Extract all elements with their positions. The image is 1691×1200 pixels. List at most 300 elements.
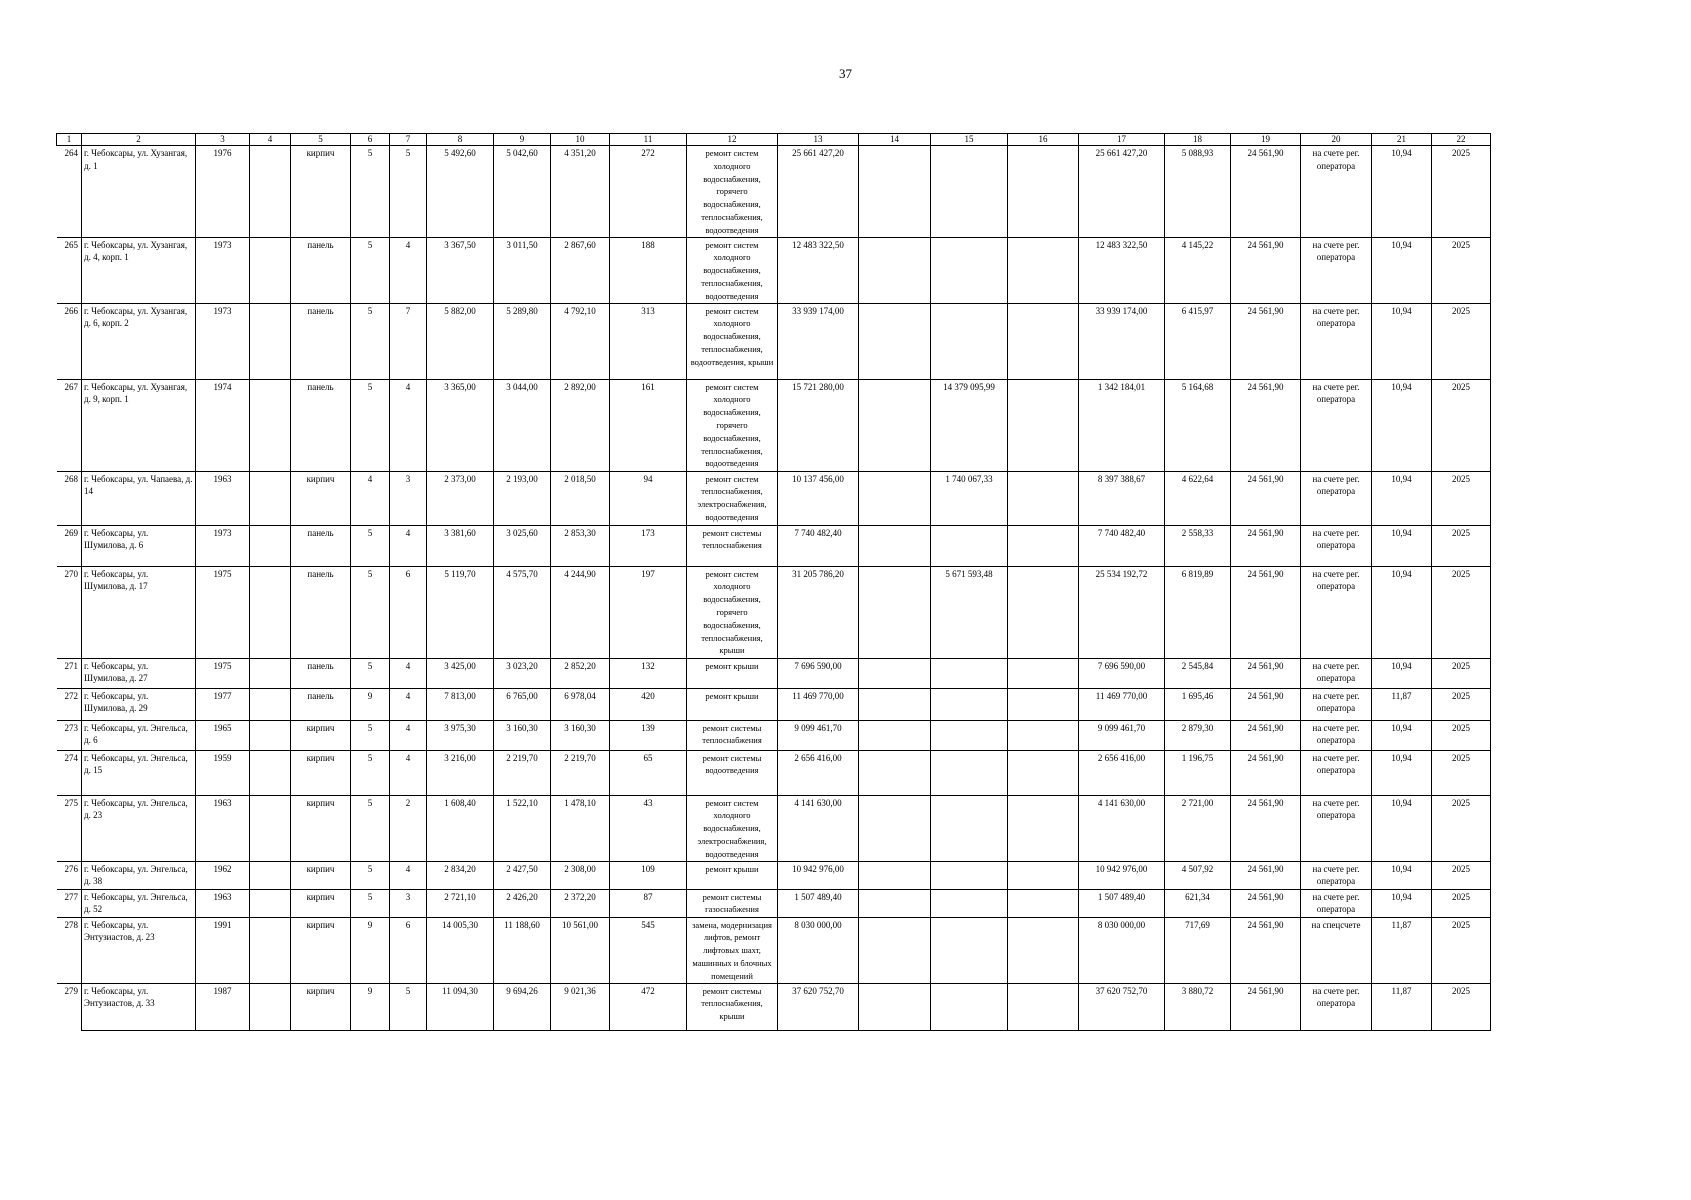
- living-area-cell: 4 575,70: [494, 566, 551, 658]
- col16-cell: [1008, 379, 1079, 471]
- year-cell: 1963: [196, 889, 250, 917]
- col20-cell: на счете рег. оператора: [1301, 983, 1372, 1030]
- total-cost-cell: 15 721 280,00: [778, 379, 859, 471]
- works-cell: ремонт крыши: [687, 658, 778, 688]
- table-row: [57, 525, 1491, 566]
- col14-cell: [859, 658, 931, 688]
- works-cell: ремонт систем холодного водоснабжения, электроснабжения, водоотведения: [687, 795, 778, 861]
- col16-cell: [1008, 303, 1079, 379]
- col22-cell: 2025: [1432, 237, 1491, 303]
- year-cell: 1977: [196, 688, 250, 720]
- col21-cell: 10,94: [1372, 237, 1432, 303]
- residential-area-cell: 4 792,10: [551, 303, 610, 379]
- address-cell: г. Чебоксары, ул. Энтузиастов, д. 33: [82, 983, 196, 1030]
- col16-cell: [1008, 471, 1079, 525]
- works-cell: ремонт системы водоотведения: [687, 750, 778, 795]
- works-cell: ремонт системы газоснабжения: [687, 889, 778, 917]
- column-number-20: 20: [1301, 134, 1372, 146]
- col19-cell: 24 561,90: [1231, 983, 1301, 1030]
- total-area-cell: 3 365,00: [427, 379, 494, 471]
- col17-cell: 25 534 192,72: [1079, 566, 1165, 658]
- col15-cell: [931, 658, 1008, 688]
- entrances-cell: 4: [390, 688, 427, 720]
- floors-cell: 5: [351, 525, 390, 566]
- entrances-cell: 6: [390, 917, 427, 983]
- entrances-cell: 4: [390, 861, 427, 889]
- col21-cell: 10,94: [1372, 861, 1432, 889]
- material-cell: панель: [291, 658, 351, 688]
- col22-cell: 2025: [1432, 525, 1491, 566]
- residents-cell: 545: [610, 917, 687, 983]
- column-number-3: 3: [196, 134, 250, 146]
- col19-cell: 24 561,90: [1231, 303, 1301, 379]
- table-row: [57, 237, 1491, 303]
- col19-cell: 24 561,90: [1231, 861, 1301, 889]
- floors-cell: 5: [351, 720, 390, 750]
- col22-cell: 2025: [1432, 917, 1491, 983]
- table-body: [57, 134, 1491, 1031]
- row-number: 277: [57, 889, 82, 917]
- col14-cell: [859, 889, 931, 917]
- col21-cell: 10,94: [1372, 750, 1432, 795]
- living-area-cell: 3 025,60: [494, 525, 551, 566]
- col19-cell: 24 561,90: [1231, 379, 1301, 471]
- col16-cell: [1008, 795, 1079, 861]
- address-cell: г. Чебоксары, ул. Хузангая, д. 4, корп. 1: [82, 237, 196, 303]
- row-number: 273: [57, 720, 82, 750]
- total-area-cell: 1 608,40: [427, 795, 494, 861]
- residents-cell: 132: [610, 658, 687, 688]
- col22-cell: 2025: [1432, 688, 1491, 720]
- entrances-cell: 4: [390, 237, 427, 303]
- col18-cell: 4 622,64: [1165, 471, 1231, 525]
- table-row: [57, 795, 1491, 861]
- col4-cell: [250, 303, 291, 379]
- row-number: 270: [57, 566, 82, 658]
- residential-area-cell: 2 867,60: [551, 237, 610, 303]
- column-number-7: 7: [390, 134, 427, 146]
- residents-cell: 87: [610, 889, 687, 917]
- col16-cell: [1008, 237, 1079, 303]
- year-cell: 1987: [196, 983, 250, 1030]
- table-row: [57, 303, 1491, 379]
- row-number: 268: [57, 471, 82, 525]
- total-area-cell: 5 119,70: [427, 566, 494, 658]
- col18-cell: 1 196,75: [1165, 750, 1231, 795]
- col18-cell: 2 721,00: [1165, 795, 1231, 861]
- living-area-cell: 3 044,00: [494, 379, 551, 471]
- col4-cell: [250, 379, 291, 471]
- col17-cell: 1 342 184,01: [1079, 379, 1165, 471]
- col18-cell: 6 819,89: [1165, 566, 1231, 658]
- row-number: 276: [57, 861, 82, 889]
- row-number: 271: [57, 658, 82, 688]
- column-number-17: 17: [1079, 134, 1165, 146]
- total-cost-cell: 1 507 489,40: [778, 889, 859, 917]
- row-number: 269: [57, 525, 82, 566]
- floors-cell: 9: [351, 983, 390, 1030]
- floors-cell: 5: [351, 146, 390, 238]
- residential-area-cell: 2 852,20: [551, 658, 610, 688]
- col14-cell: [859, 379, 931, 471]
- col15-cell: [931, 688, 1008, 720]
- works-cell: ремонт системы теплоснабжения, крыши: [687, 983, 778, 1030]
- total-cost-cell: 7 696 590,00: [778, 658, 859, 688]
- column-number-row: [57, 134, 1491, 146]
- col22-cell: 2025: [1432, 471, 1491, 525]
- col20-cell: на счете рег. оператора: [1301, 146, 1372, 238]
- col21-cell: 10,94: [1372, 379, 1432, 471]
- col20-cell: на счете рег. оператора: [1301, 720, 1372, 750]
- total-cost-cell: 12 483 322,50: [778, 237, 859, 303]
- col22-cell: 2025: [1432, 146, 1491, 238]
- table-row: [57, 471, 1491, 525]
- residents-cell: 109: [610, 861, 687, 889]
- column-number-19: 19: [1231, 134, 1301, 146]
- col14-cell: [859, 720, 931, 750]
- col4-cell: [250, 750, 291, 795]
- floors-cell: 4: [351, 471, 390, 525]
- material-cell: панель: [291, 303, 351, 379]
- col20-cell: на счете рег. оператора: [1301, 750, 1372, 795]
- col20-cell: на счете рег. оператора: [1301, 889, 1372, 917]
- col19-cell: 24 561,90: [1231, 720, 1301, 750]
- address-cell: г. Чебоксары, ул. Энтузиастов, д. 23: [82, 917, 196, 983]
- total-cost-cell: 33 939 174,00: [778, 303, 859, 379]
- col17-cell: 7 696 590,00: [1079, 658, 1165, 688]
- floors-cell: 5: [351, 658, 390, 688]
- col20-cell: на счете рег. оператора: [1301, 379, 1372, 471]
- entrances-cell: 5: [390, 983, 427, 1030]
- residents-cell: 173: [610, 525, 687, 566]
- material-cell: кирпич: [291, 750, 351, 795]
- col15-cell: [931, 720, 1008, 750]
- address-cell: г. Чебоксары, ул. Шумилова, д. 17: [82, 566, 196, 658]
- col16-cell: [1008, 566, 1079, 658]
- col17-cell: 25 661 427,20: [1079, 146, 1165, 238]
- col16-cell: [1008, 861, 1079, 889]
- column-number-21: 21: [1372, 134, 1432, 146]
- col16-cell: [1008, 658, 1079, 688]
- address-cell: г. Чебоксары, ул. Чапаева, д. 14: [82, 471, 196, 525]
- col14-cell: [859, 303, 931, 379]
- living-area-cell: 3 160,30: [494, 720, 551, 750]
- col18-cell: 5 164,68: [1165, 379, 1231, 471]
- col4-cell: [250, 861, 291, 889]
- year-cell: 1963: [196, 471, 250, 525]
- column-number-5: 5: [291, 134, 351, 146]
- col18-cell: 2 558,33: [1165, 525, 1231, 566]
- total-cost-cell: 31 205 786,20: [778, 566, 859, 658]
- col22-cell: 2025: [1432, 566, 1491, 658]
- total-cost-cell: 11 469 770,00: [778, 688, 859, 720]
- col17-cell: 9 099 461,70: [1079, 720, 1165, 750]
- year-cell: 1962: [196, 861, 250, 889]
- column-number-14: 14: [859, 134, 931, 146]
- residential-area-cell: 2 372,20: [551, 889, 610, 917]
- column-number-16: 16: [1008, 134, 1079, 146]
- works-cell: ремонт крыши: [687, 688, 778, 720]
- col15-cell: [931, 795, 1008, 861]
- floors-cell: 5: [351, 303, 390, 379]
- col20-cell: на счете рег. оператора: [1301, 658, 1372, 688]
- col19-cell: 24 561,90: [1231, 525, 1301, 566]
- row-number: 279: [57, 983, 82, 1030]
- col18-cell: 6 415,97: [1165, 303, 1231, 379]
- entrances-cell: 7: [390, 303, 427, 379]
- floors-cell: 9: [351, 917, 390, 983]
- year-cell: 1991: [196, 917, 250, 983]
- address-cell: г. Чебоксары, ул. Энгельса, д. 15: [82, 750, 196, 795]
- col22-cell: 2025: [1432, 750, 1491, 795]
- year-cell: 1965: [196, 720, 250, 750]
- floors-cell: 5: [351, 795, 390, 861]
- col22-cell: 2025: [1432, 983, 1491, 1030]
- material-cell: панель: [291, 525, 351, 566]
- capital-repair-table: [56, 133, 1491, 1031]
- column-number-2: 2: [82, 134, 196, 146]
- column-number-12: 12: [687, 134, 778, 146]
- col22-cell: 2025: [1432, 303, 1491, 379]
- col21-cell: 10,94: [1372, 525, 1432, 566]
- col19-cell: 24 561,90: [1231, 795, 1301, 861]
- entrances-cell: 4: [390, 525, 427, 566]
- living-area-cell: 6 765,00: [494, 688, 551, 720]
- col4-cell: [250, 688, 291, 720]
- residential-area-cell: 3 160,30: [551, 720, 610, 750]
- col4-cell: [250, 146, 291, 238]
- address-cell: г. Чебоксары, ул. Шумилова, д. 29: [82, 688, 196, 720]
- residential-area-cell: 4 244,90: [551, 566, 610, 658]
- col21-cell: 10,94: [1372, 146, 1432, 238]
- col4-cell: [250, 795, 291, 861]
- col4-cell: [250, 566, 291, 658]
- works-cell: ремонт систем холодного водоснабжения, теплоснабжения, водоотведения: [687, 237, 778, 303]
- col15-cell: [931, 525, 1008, 566]
- col21-cell: 11,87: [1372, 917, 1432, 983]
- address-cell: г. Чебоксары, ул. Энгельса, д. 38: [82, 861, 196, 889]
- address-cell: г. Чебоксары, ул. Хузангая, д. 9, корп. 1: [82, 379, 196, 471]
- table-row: [57, 889, 1491, 917]
- material-cell: кирпич: [291, 471, 351, 525]
- col15-cell: [931, 303, 1008, 379]
- entrances-cell: 4: [390, 658, 427, 688]
- floors-cell: 9: [351, 688, 390, 720]
- total-cost-cell: 10 942 976,00: [778, 861, 859, 889]
- col20-cell: на счете рег. оператора: [1301, 688, 1372, 720]
- col14-cell: [859, 861, 931, 889]
- entrances-cell: 4: [390, 720, 427, 750]
- col20-cell: на счете рег. оператора: [1301, 861, 1372, 889]
- residential-area-cell: 1 478,10: [551, 795, 610, 861]
- col4-cell: [250, 889, 291, 917]
- works-cell: ремонт системы теплоснабжения: [687, 525, 778, 566]
- total-area-cell: 3 367,50: [427, 237, 494, 303]
- row-number: 264: [57, 146, 82, 238]
- residents-cell: 197: [610, 566, 687, 658]
- col15-cell: [931, 861, 1008, 889]
- total-area-cell: 3 216,00: [427, 750, 494, 795]
- col4-cell: [250, 917, 291, 983]
- col17-cell: 1 507 489,40: [1079, 889, 1165, 917]
- address-cell: г. Чебоксары, ул. Энгельса, д. 23: [82, 795, 196, 861]
- year-cell: 1974: [196, 379, 250, 471]
- year-cell: 1973: [196, 237, 250, 303]
- material-cell: кирпич: [291, 983, 351, 1030]
- works-cell: ремонт систем холодного водоснабжения, горячего водоснабжения, теплоснабжения, водоотведения: [687, 379, 778, 471]
- residential-area-cell: 9 021,36: [551, 983, 610, 1030]
- col20-cell: на счете рег. оператора: [1301, 525, 1372, 566]
- living-area-cell: 5 289,80: [494, 303, 551, 379]
- address-cell: г. Чебоксары, ул. Энгельса, д. 6: [82, 720, 196, 750]
- residents-cell: 472: [610, 983, 687, 1030]
- col17-cell: 8 397 388,67: [1079, 471, 1165, 525]
- row-number: 272: [57, 688, 82, 720]
- table-row: [57, 658, 1491, 688]
- address-cell: г. Чебоксары, ул. Энгельса, д. 52: [82, 889, 196, 917]
- col14-cell: [859, 525, 931, 566]
- col14-cell: [859, 146, 931, 238]
- address-cell: г. Чебоксары, ул. Шумилова, д. 27: [82, 658, 196, 688]
- col21-cell: 10,94: [1372, 889, 1432, 917]
- total-area-cell: 11 094,30: [427, 983, 494, 1030]
- works-cell: ремонт системы теплоснабжения: [687, 720, 778, 750]
- col15-cell: [931, 889, 1008, 917]
- living-area-cell: 2 426,20: [494, 889, 551, 917]
- entrances-cell: 3: [390, 471, 427, 525]
- total-cost-cell: 10 137 456,00: [778, 471, 859, 525]
- col18-cell: 3 880,72: [1165, 983, 1231, 1030]
- residential-area-cell: 2 853,30: [551, 525, 610, 566]
- col4-cell: [250, 720, 291, 750]
- column-number-1: 1: [57, 134, 82, 146]
- column-number-22: 22: [1432, 134, 1491, 146]
- living-area-cell: 1 522,10: [494, 795, 551, 861]
- col20-cell: на счете рег. оператора: [1301, 303, 1372, 379]
- material-cell: кирпич: [291, 720, 351, 750]
- address-cell: г. Чебоксары, ул. Хузангая, д. 6, корп. 2: [82, 303, 196, 379]
- total-area-cell: 3 975,30: [427, 720, 494, 750]
- year-cell: 1975: [196, 566, 250, 658]
- col15-cell: 1 740 067,33: [931, 471, 1008, 525]
- total-cost-cell: 4 141 630,00: [778, 795, 859, 861]
- col14-cell: [859, 688, 931, 720]
- floors-cell: 5: [351, 750, 390, 795]
- total-cost-cell: 37 620 752,70: [778, 983, 859, 1030]
- works-cell: ремонт систем теплоснабжения, электроснабжения, водоотведения: [687, 471, 778, 525]
- residential-area-cell: 10 561,00: [551, 917, 610, 983]
- col17-cell: 4 141 630,00: [1079, 795, 1165, 861]
- col16-cell: [1008, 146, 1079, 238]
- works-cell: замена, модернизация лифтов, ремонт лифтовых шахт, машинных и блочных помещений: [687, 917, 778, 983]
- row-number: 275: [57, 795, 82, 861]
- residents-cell: 139: [610, 720, 687, 750]
- entrances-cell: 4: [390, 379, 427, 471]
- table-row: [57, 983, 1491, 1030]
- total-area-cell: 5 492,60: [427, 146, 494, 238]
- living-area-cell: 2 427,50: [494, 861, 551, 889]
- col15-cell: 5 671 593,48: [931, 566, 1008, 658]
- column-number-15: 15: [931, 134, 1008, 146]
- col15-cell: [931, 146, 1008, 238]
- residential-area-cell: 2 308,00: [551, 861, 610, 889]
- col16-cell: [1008, 688, 1079, 720]
- col20-cell: на счете рег. оператора: [1301, 795, 1372, 861]
- col4-cell: [250, 658, 291, 688]
- total-area-cell: 2 834,20: [427, 861, 494, 889]
- total-area-cell: 3 381,60: [427, 525, 494, 566]
- table-row: [57, 917, 1491, 983]
- floors-cell: 5: [351, 237, 390, 303]
- works-cell: ремонт систем холодного водоснабжения, горячего водоснабжения, теплоснабжения, водоотведения: [687, 146, 778, 238]
- material-cell: панель: [291, 688, 351, 720]
- col17-cell: 33 939 174,00: [1079, 303, 1165, 379]
- col18-cell: 5 088,93: [1165, 146, 1231, 238]
- col19-cell: 24 561,90: [1231, 566, 1301, 658]
- col15-cell: [931, 983, 1008, 1030]
- year-cell: 1959: [196, 750, 250, 795]
- col16-cell: [1008, 525, 1079, 566]
- col16-cell: [1008, 720, 1079, 750]
- entrances-cell: 5: [390, 146, 427, 238]
- column-number-6: 6: [351, 134, 390, 146]
- total-area-cell: 2 373,00: [427, 471, 494, 525]
- col14-cell: [859, 237, 931, 303]
- col18-cell: 4 145,22: [1165, 237, 1231, 303]
- total-area-cell: 14 005,30: [427, 917, 494, 983]
- material-cell: панель: [291, 237, 351, 303]
- residential-area-cell: 2 892,00: [551, 379, 610, 471]
- col16-cell: [1008, 889, 1079, 917]
- col14-cell: [859, 566, 931, 658]
- col18-cell: 717,69: [1165, 917, 1231, 983]
- col19-cell: 24 561,90: [1231, 917, 1301, 983]
- residents-cell: 43: [610, 795, 687, 861]
- col18-cell: 4 507,92: [1165, 861, 1231, 889]
- works-cell: ремонт систем холодного водоснабжения, горячего водоснабжения, теплоснабжения, крыши: [687, 566, 778, 658]
- col19-cell: 24 561,90: [1231, 750, 1301, 795]
- residential-area-cell: 2 018,50: [551, 471, 610, 525]
- col17-cell: 12 483 322,50: [1079, 237, 1165, 303]
- address-cell: г. Чебоксары, ул. Хузангая, д. 1: [82, 146, 196, 238]
- col18-cell: 621,34: [1165, 889, 1231, 917]
- residents-cell: 420: [610, 688, 687, 720]
- entrances-cell: 4: [390, 750, 427, 795]
- col14-cell: [859, 917, 931, 983]
- row-number: 278: [57, 917, 82, 983]
- col19-cell: 24 561,90: [1231, 889, 1301, 917]
- col22-cell: 2025: [1432, 720, 1491, 750]
- col21-cell: 10,94: [1372, 566, 1432, 658]
- living-area-cell: 3 023,20: [494, 658, 551, 688]
- column-number-10: 10: [551, 134, 610, 146]
- col14-cell: [859, 795, 931, 861]
- col21-cell: 10,94: [1372, 795, 1432, 861]
- total-cost-cell: 7 740 482,40: [778, 525, 859, 566]
- col15-cell: [931, 917, 1008, 983]
- col17-cell: 8 030 000,00: [1079, 917, 1165, 983]
- table-row: [57, 688, 1491, 720]
- col21-cell: 11,87: [1372, 983, 1432, 1030]
- col17-cell: 37 620 752,70: [1079, 983, 1165, 1030]
- works-cell: ремонт крыши: [687, 861, 778, 889]
- residential-area-cell: 4 351,20: [551, 146, 610, 238]
- living-area-cell: 3 011,50: [494, 237, 551, 303]
- col19-cell: 24 561,90: [1231, 658, 1301, 688]
- col20-cell: на счете рег. оператора: [1301, 471, 1372, 525]
- total-area-cell: 7 813,00: [427, 688, 494, 720]
- address-cell: г. Чебоксары, ул. Шумилова, д. 6: [82, 525, 196, 566]
